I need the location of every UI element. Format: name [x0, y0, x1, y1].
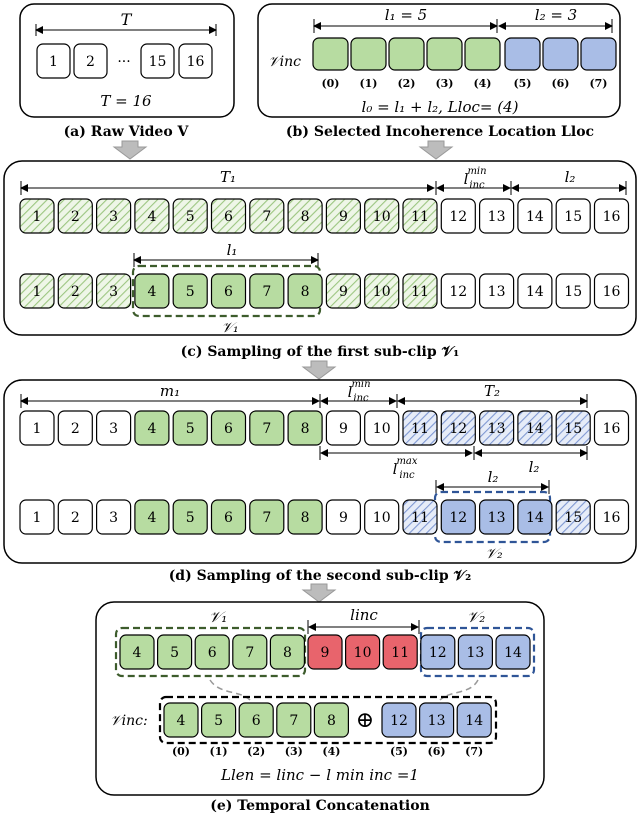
c1-frame-16	[595, 199, 629, 233]
svg-text:14: 14	[525, 421, 544, 437]
svg-text:8: 8	[300, 510, 310, 526]
svg-text:2: 2	[70, 209, 80, 225]
svg-text:4: 4	[147, 510, 157, 526]
svg-text:1: 1	[32, 209, 42, 225]
svg-text:7: 7	[262, 510, 272, 526]
c1-frame-12	[441, 199, 475, 233]
svg-text:11: 11	[411, 421, 429, 437]
caption-e: (e) Temporal Concatenation	[210, 798, 430, 814]
svg-text:8: 8	[282, 645, 292, 661]
svg-text:8: 8	[300, 284, 310, 300]
seq-index-7: (7)	[589, 77, 608, 90]
e1-frame-5	[158, 635, 192, 669]
svg-text:10: 10	[372, 209, 391, 225]
seq-box-3	[427, 38, 462, 70]
d1-frame-4	[135, 411, 169, 445]
svg-text:16: 16	[602, 421, 621, 437]
ellipsis: ···	[117, 54, 131, 70]
svg-text:inc: inc	[469, 180, 485, 191]
svg-text:11: 11	[391, 645, 410, 661]
c1-frame-7	[250, 199, 284, 233]
svg-text:4: 4	[132, 645, 142, 661]
e2-frame-4	[164, 703, 198, 737]
svg-text:3: 3	[109, 209, 119, 225]
c2-frame-7	[250, 274, 284, 308]
svg-text:3: 3	[109, 421, 119, 437]
formula-e: Llen = linc − l min inc =1	[221, 766, 419, 784]
svg-text:13: 13	[487, 510, 506, 526]
c2-frame-9	[326, 274, 360, 308]
svg-text:l: l	[463, 170, 469, 188]
d1-frame-16	[595, 411, 629, 445]
c2-frame-5	[173, 274, 207, 308]
svg-text:15: 15	[148, 54, 167, 70]
frame-box-16	[179, 44, 212, 78]
c1-frame-5	[173, 199, 207, 233]
seq-box-5	[505, 38, 540, 70]
total-length: T = 16	[100, 92, 152, 110]
svg-text:9: 9	[338, 284, 348, 300]
d2-frame-13	[480, 500, 514, 534]
span-lmax-d	[393, 456, 418, 481]
e-index-6: (6)	[427, 745, 446, 758]
svg-text:12: 12	[390, 713, 408, 729]
svg-text:6: 6	[224, 510, 233, 526]
svg-text:16: 16	[602, 510, 621, 526]
seq-box-0	[313, 38, 348, 70]
d2-frame-7	[250, 500, 284, 534]
subclip-v2-label: 𝒱₂	[485, 546, 503, 562]
svg-text:14: 14	[525, 510, 544, 526]
c2-frame-3	[97, 274, 131, 308]
span-l1: l₁ = 5	[384, 6, 428, 24]
c1-frame-13	[480, 199, 514, 233]
svg-text:2: 2	[70, 284, 80, 300]
c2-frame-6	[212, 274, 246, 308]
span-l2: l₂ = 3	[534, 6, 578, 24]
svg-text:6: 6	[224, 284, 233, 300]
svg-text:1: 1	[49, 54, 58, 70]
oplus-symbol: ⊕	[355, 708, 375, 733]
d1-frame-7	[250, 411, 284, 445]
frame-row-e1	[120, 635, 530, 669]
e-index-7: (7)	[465, 745, 484, 758]
svg-text:13: 13	[466, 645, 485, 661]
svg-text:12: 12	[449, 284, 468, 300]
e2-frame-7	[277, 703, 311, 737]
frame-row-c1	[20, 199, 629, 233]
svg-text:12: 12	[449, 510, 468, 526]
e-index-1: (1)	[209, 745, 228, 758]
svg-text:15: 15	[564, 284, 583, 300]
c2-frame-4	[135, 274, 169, 308]
e1-frame-8	[270, 635, 304, 669]
e2-frame-5	[202, 703, 236, 737]
c1-frame-2	[58, 199, 92, 233]
span-lmin-c	[464, 166, 487, 191]
svg-text:8: 8	[300, 209, 310, 225]
label-v2-e: 𝒱₂	[466, 608, 486, 626]
d2-frame-8	[288, 500, 322, 534]
c1-frame-11	[403, 199, 437, 233]
c1-frame-14	[518, 199, 552, 233]
svg-text:15: 15	[564, 510, 583, 526]
span-l2-sub-d: l₂	[487, 468, 499, 486]
caption-d: (d) Sampling of the second sub-clip 𝒱₂	[168, 568, 472, 584]
svg-text:5: 5	[185, 421, 195, 437]
seq-index-5: (5)	[513, 77, 532, 90]
svg-text:3: 3	[109, 284, 119, 300]
panel-e	[96, 602, 544, 814]
frame-row-d2	[20, 500, 629, 534]
e-index-3: (3)	[284, 745, 303, 758]
caption-c: (c) Sampling of the first sub-clip 𝒱₁	[180, 344, 460, 360]
span-T2: T₂	[483, 382, 501, 400]
e1-frame-12	[421, 635, 455, 669]
seq-index-6: (6)	[551, 77, 570, 90]
seq-label-vinc: 𝒱inc	[268, 54, 301, 70]
frame-box-15	[141, 44, 174, 78]
d2-frame-6	[212, 500, 246, 534]
svg-text:16: 16	[602, 209, 621, 225]
span-m1: m₁	[159, 382, 181, 400]
c1-frame-3	[97, 199, 131, 233]
c2-frame-14	[518, 274, 552, 308]
svg-text:9: 9	[338, 209, 348, 225]
d1-frame-11	[403, 411, 437, 445]
index-row-e	[172, 745, 483, 758]
d2-frame-14	[518, 500, 552, 534]
e1-frame-13	[458, 635, 492, 669]
svg-text:14: 14	[525, 209, 544, 225]
label-v1-e: 𝒱₁	[208, 608, 228, 626]
svg-text:inc: inc	[353, 393, 369, 404]
svg-text:5: 5	[185, 209, 195, 225]
c1-frame-10	[365, 199, 399, 233]
flow-arrow-a	[114, 141, 146, 159]
svg-text:11: 11	[411, 510, 429, 526]
svg-text:6: 6	[224, 209, 233, 225]
d1-frame-14	[518, 411, 552, 445]
span-l2-lower-d: l₂	[528, 458, 540, 476]
svg-text:9: 9	[338, 421, 348, 437]
svg-text:11: 11	[411, 209, 429, 225]
svg-text:4: 4	[147, 284, 157, 300]
svg-text:14: 14	[504, 645, 522, 661]
panel-a	[20, 4, 234, 140]
frame-box-1	[37, 44, 70, 78]
c2-frame-13	[480, 274, 514, 308]
frame-row-c2	[20, 274, 629, 308]
d2-frame-2	[58, 500, 92, 534]
d1-frame-13	[480, 411, 514, 445]
svg-text:16: 16	[602, 284, 621, 300]
seq-box-6	[543, 38, 578, 70]
svg-text:3: 3	[109, 510, 119, 526]
svg-text:7: 7	[245, 645, 255, 661]
label-linc-e: linc	[350, 606, 378, 624]
svg-text:10: 10	[372, 510, 391, 526]
svg-text:l: l	[392, 460, 398, 478]
e2-frame-12	[382, 703, 416, 737]
svg-text:6: 6	[251, 713, 261, 729]
svg-text:9: 9	[320, 645, 330, 661]
svg-text:7: 7	[262, 284, 272, 300]
svg-text:2: 2	[70, 510, 80, 526]
svg-text:7: 7	[262, 209, 272, 225]
d2-frame-1	[20, 500, 54, 534]
d1-frame-12	[441, 411, 475, 445]
e1-frame-6	[195, 635, 229, 669]
c2-frame-2	[58, 274, 92, 308]
svg-text:max: max	[396, 456, 418, 467]
svg-text:10: 10	[372, 421, 391, 437]
e2-frame-13	[420, 703, 454, 737]
formula-b: l₀ = l₁ + l₂, Lloc= (4)	[361, 98, 519, 116]
svg-text:14: 14	[465, 713, 484, 729]
e-index-4: (4)	[322, 745, 341, 758]
d2-frame-4	[135, 500, 169, 534]
d2-frame-10	[365, 500, 399, 534]
svg-text:min: min	[467, 166, 487, 177]
e2-frame-8	[314, 703, 348, 737]
svg-text:1: 1	[32, 284, 42, 300]
seq-box-2	[389, 38, 424, 70]
d1-frame-15	[556, 411, 590, 445]
svg-text:15: 15	[564, 209, 583, 225]
e1-frame-11	[383, 635, 417, 669]
e2-frame-14	[457, 703, 491, 737]
e1-frame-14	[496, 635, 530, 669]
e1-frame-7	[233, 635, 267, 669]
svg-text:10: 10	[353, 645, 372, 661]
svg-text:5: 5	[185, 510, 195, 526]
svg-text:4: 4	[176, 713, 186, 729]
svg-text:inc: inc	[399, 470, 415, 481]
c2-frame-10	[365, 274, 399, 308]
c1-frame-6	[212, 199, 246, 233]
d2-frame-9	[326, 500, 360, 534]
svg-text:15: 15	[564, 421, 583, 437]
svg-text:14: 14	[525, 284, 544, 300]
seq-box-1	[351, 38, 386, 70]
d2-frame-5	[173, 500, 207, 534]
svg-text:13: 13	[487, 284, 506, 300]
panel-c	[4, 161, 636, 360]
svg-text:4: 4	[147, 421, 157, 437]
svg-text:13: 13	[487, 421, 506, 437]
svg-text:11: 11	[411, 284, 429, 300]
svg-text:2: 2	[70, 421, 80, 437]
c2-frame-8	[288, 274, 322, 308]
svg-text:2: 2	[86, 54, 95, 70]
e1-frame-4	[120, 635, 154, 669]
span-T1: T₁	[219, 168, 237, 186]
seq-box-7	[581, 38, 616, 70]
e2-frame-6	[239, 703, 273, 737]
flow-arrow-d	[303, 584, 335, 602]
svg-text:5: 5	[170, 645, 180, 661]
seq-index-2: (2)	[397, 77, 416, 90]
seq-index-3: (3)	[435, 77, 454, 90]
seq-index-4: (4)	[473, 77, 492, 90]
d1-frame-10	[365, 411, 399, 445]
seq-box-4	[465, 38, 500, 70]
svg-text:9: 9	[338, 510, 348, 526]
svg-text:1: 1	[32, 421, 42, 437]
frame-row-d1	[20, 411, 629, 445]
c2-frame-12	[441, 274, 475, 308]
svg-text:7: 7	[262, 421, 272, 437]
svg-text:l: l	[347, 383, 353, 401]
c1-frame-15	[556, 199, 590, 233]
c2-frame-1	[20, 274, 54, 308]
span-l2-c: l₂	[564, 168, 576, 186]
svg-text:7: 7	[289, 713, 299, 729]
e-index-2: (2)	[247, 745, 266, 758]
svg-text:5: 5	[214, 713, 224, 729]
frame-box-2	[74, 44, 107, 78]
c2-frame-11	[403, 274, 437, 308]
span-lmin-d	[348, 379, 371, 404]
e1-frame-10	[346, 635, 380, 669]
caption-a: (a) Raw Video V	[63, 124, 189, 140]
d2-frame-11	[403, 500, 437, 534]
panel-d	[4, 379, 636, 584]
svg-text:6: 6	[207, 645, 217, 661]
svg-text:6: 6	[224, 421, 233, 437]
span-T-label: T	[120, 10, 132, 29]
caption-b: (b) Selected Incoherence Location Lloc	[285, 124, 595, 140]
c1-frame-8	[288, 199, 322, 233]
svg-text:10: 10	[372, 284, 391, 300]
c2-frame-16	[595, 274, 629, 308]
svg-text:8: 8	[300, 421, 310, 437]
d1-frame-9	[326, 411, 360, 445]
d2-frame-16	[595, 500, 629, 534]
c2-frame-15	[556, 274, 590, 308]
d1-frame-3	[97, 411, 131, 445]
svg-text:16: 16	[186, 54, 205, 70]
seq-label-vinc-e: 𝒱inc:	[110, 713, 148, 729]
svg-text:12: 12	[428, 645, 447, 661]
d1-frame-2	[58, 411, 92, 445]
seq-index-0: (0)	[321, 77, 340, 90]
d1-frame-6	[212, 411, 246, 445]
subclip-v1-label: 𝒱₁	[221, 320, 239, 336]
svg-text:13: 13	[427, 713, 446, 729]
svg-text:12: 12	[449, 421, 468, 437]
svg-text:1: 1	[32, 510, 42, 526]
frame-row-e2	[164, 703, 491, 737]
svg-text:5: 5	[185, 284, 195, 300]
d2-frame-12	[441, 500, 475, 534]
panel-b	[258, 4, 620, 140]
d2-frame-3	[97, 500, 131, 534]
svg-text:4: 4	[147, 209, 157, 225]
svg-text:12: 12	[449, 209, 468, 225]
flow-arrow-c	[303, 361, 335, 379]
e-index-5: (5)	[389, 745, 409, 758]
seq-index-1: (1)	[359, 77, 378, 90]
e-index-0: (0)	[171, 745, 191, 758]
d2-frame-15	[556, 500, 590, 534]
svg-text:8: 8	[326, 713, 336, 729]
c1-frame-1	[20, 199, 54, 233]
span-l1-c: l₁	[226, 241, 238, 259]
svg-text:13: 13	[487, 209, 506, 225]
d1-frame-1	[20, 411, 54, 445]
d1-frame-5	[173, 411, 207, 445]
d1-frame-8	[288, 411, 322, 445]
svg-text:min: min	[351, 379, 371, 390]
e1-frame-9	[308, 635, 342, 669]
flow-arrow-b	[420, 141, 452, 159]
incoherent-sequence	[313, 38, 616, 90]
c1-frame-9	[326, 199, 360, 233]
c1-frame-4	[135, 199, 169, 233]
